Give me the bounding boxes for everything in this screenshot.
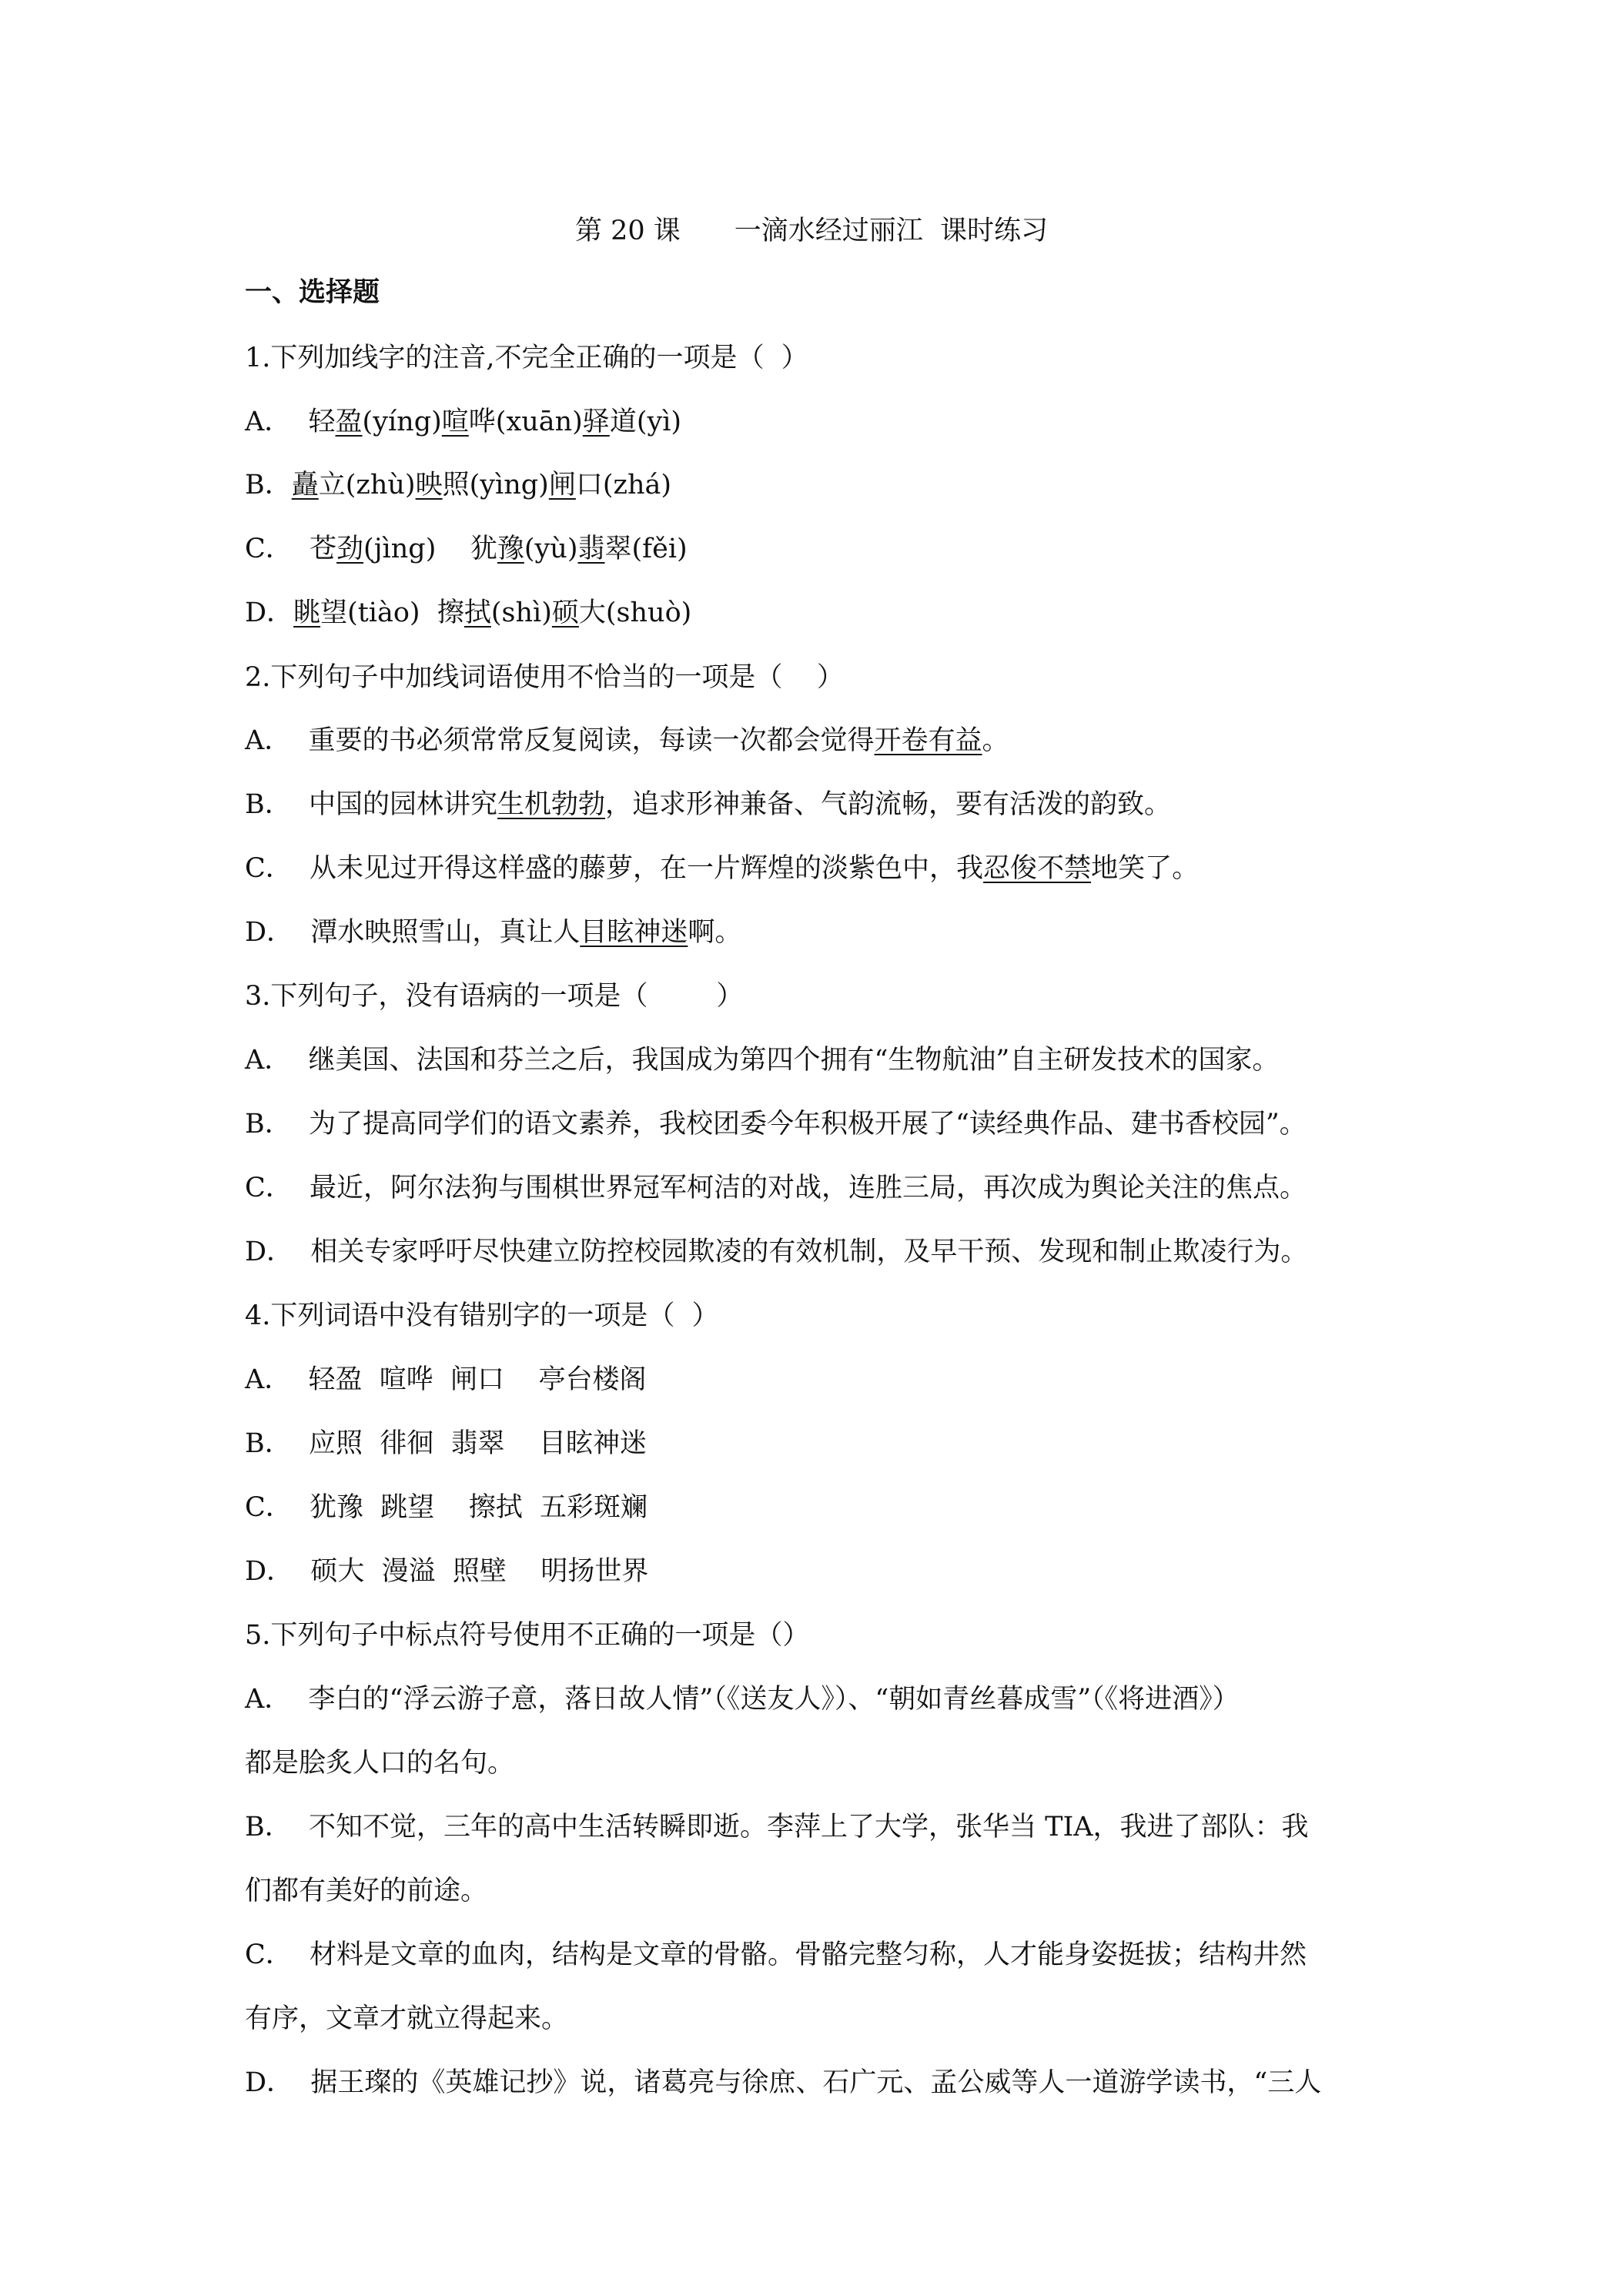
question-2-stem: 2.下列句子中加线词语使用不恰当的一项是（ ） bbox=[245, 662, 844, 693]
question-2-option-d: D． 潭水映照雪山，真让人目眩神迷啊。 bbox=[245, 917, 742, 948]
question-3-stem: 3.下列句子，没有语病的一项是（ ） bbox=[245, 981, 744, 1012]
question-3-option-d: D． 相关专家呼吁尽快建立防控校园欺凌的有效机制，及早干预、发现和制止欺凌行为。 bbox=[245, 1237, 1308, 1267]
question-5-option-b-line-2: 们都有美好的前途。 bbox=[245, 1876, 488, 1906]
question-3-option-a: A． 继美国、法国和芬兰之后，我国成为第四个拥有“生物航油”自主研发技术的国家。 bbox=[245, 1045, 1280, 1076]
question-1-option-b: B．矗立(zhù)映照(yìng)闸口(zhá) bbox=[245, 470, 672, 500]
page-title: 第 20 课 一滴水经过丽江 课时练习 bbox=[574, 216, 1049, 246]
question-2-option-c: C． 从未见过开得这样盛的藤萝，在一片辉煌的淡紫色中，我忍俊不禁地笑了。 bbox=[245, 853, 1200, 884]
question-1-option-a: A． 轻盈(yíng)喧哗(xuān)驿道(yì) bbox=[245, 407, 682, 437]
question-5-stem: 5.下列句子中标点符号使用不正确的一项是（） bbox=[245, 1620, 810, 1651]
question-2-option-b: B． 中国的园林讲究生机勃勃，追求形神兼备、气韵流畅，要有活泼的韵致。 bbox=[245, 789, 1172, 820]
question-5-option-d-line-1: D． 据王璨的《英雄记抄》说，诸葛亮与徐庶、石广元、孟公威等人一道游学读书，“三人 bbox=[245, 2067, 1322, 2098]
question-5-option-a-line-2: 都是脍炙人口的名句。 bbox=[245, 1748, 515, 1779]
question-5-option-c-line-1: C． 材料是文章的血肉，结构是文章的骨骼。骨骼完整匀称，人才能身姿挺拔；结构井然 bbox=[245, 1940, 1307, 1970]
question-5-option-c-line-2: 有序，文章才就立得起来。 bbox=[245, 2003, 569, 2034]
question-3-option-b: B． 为了提高同学们的语文素养，我校团委今年积极开展了“读经典作品、建书香校园”。 bbox=[245, 1109, 1307, 1140]
question-1-option-d: D．眺望(tiào) 擦拭(shì)硕大(shuò) bbox=[245, 597, 692, 628]
question-4-option-c: C． 犹豫 跳望 擦拭 五彩斑斓 bbox=[245, 1492, 648, 1523]
question-4-option-d: D． 硕大 漫溢 照壁 明扬世界 bbox=[245, 1556, 649, 1587]
section-heading: 一、选择题 bbox=[245, 276, 380, 308]
question-5-option-a-line-1: A． 李白的“浮云游子意，落日故人情”（《送友人》）、“朝如青丝暮成雪”（《将进酒》） bbox=[245, 1684, 1240, 1715]
question-5-option-b-line-1: B． 不知不觉，三年的高中生活转瞬即逝。李萍上了大学，张华当 TIA，我进了部队：我 bbox=[245, 1812, 1309, 1842]
question-1-option-c: C． 苍劲(jìng) 犹豫(yù)翡翠(fěi) bbox=[245, 534, 688, 564]
question-1-stem: 1.下列加线字的注音,不完全正确的一项是（ ） bbox=[245, 343, 808, 373]
question-4-stem: 4.下列词语中没有错别字的一项是（ ） bbox=[245, 1300, 719, 1331]
question-2-option-a: A． 重要的书必须常常反复阅读，每读一次都会觉得开卷有益。 bbox=[245, 725, 1009, 756]
question-4-option-a: A． 轻盈 喧哗 闸口 亭台楼阁 bbox=[245, 1364, 647, 1395]
question-4-option-b: B． 应照 徘徊 翡翠 目眩神迷 bbox=[245, 1428, 647, 1459]
question-3-option-c: C． 最近，阿尔法狗与围棋世界冠军柯洁的对战，连胜三局，再次成为舆论关注的焦点。 bbox=[245, 1173, 1307, 1203]
